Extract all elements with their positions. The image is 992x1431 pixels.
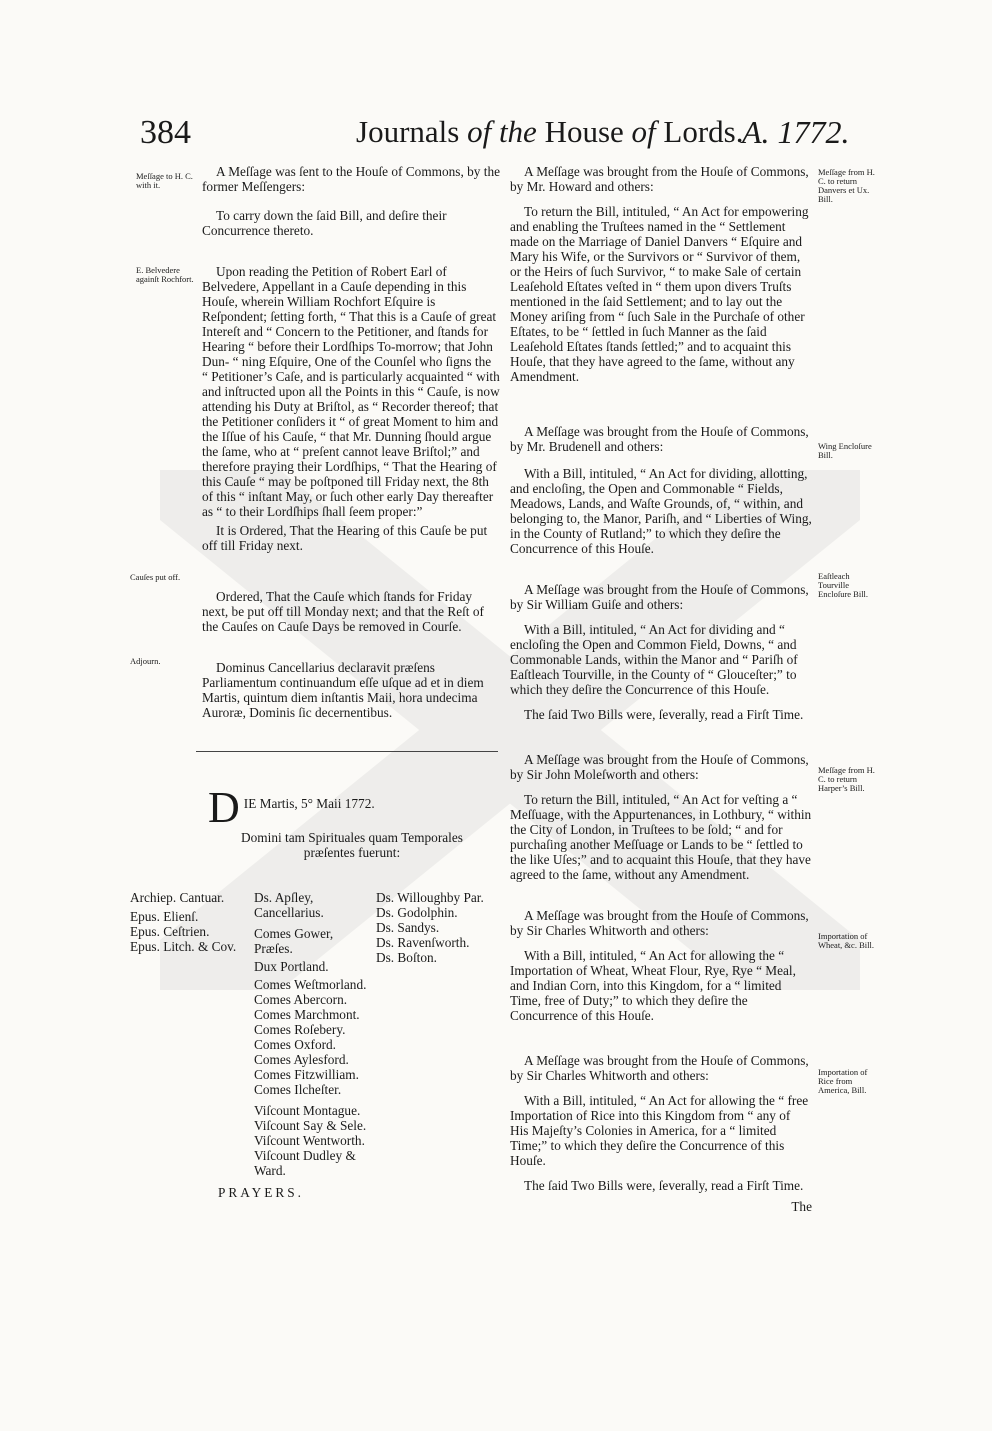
lord-entry: Viſcount Say & Sele.	[254, 1118, 367, 1133]
paragraph: A Meſſage was brought from the Houſe of Commons, by Sir Charles Whitworth and others:	[510, 1053, 809, 1083]
date-heading	[208, 783, 498, 832]
margin-note: E. Belvedere againſt Rochfort.	[136, 265, 194, 284]
lord-entry: Viſcount Dudley & Ward.	[254, 1148, 356, 1178]
lord-entry: Epus. Ceſtrien.	[130, 924, 210, 939]
margin-note: Meſſage from H. C. to return Danvers et Ux. Bill.	[818, 167, 875, 204]
lord-entry: Comes Roſebery.	[254, 1022, 346, 1037]
prayers-heading: PRAYERS.	[218, 1185, 304, 1200]
lord-entry: Ds. Apſley, Cancellarius.	[254, 890, 324, 920]
lords-column-3	[376, 890, 501, 965]
lord-entry: Comes Weſtmorland.	[254, 977, 367, 992]
drop-cap: D	[208, 783, 240, 832]
paragraph: With a Bill, intituled, “ An Act for dividing, allotting, and encloſing, the Open and Commonable “ Fields, Meadows, Lands, and Waſte Grounds, of, “ within, and belonging to, the Manor, Pariſh, and “ Liberties of Wing, in the County of Rutland;” to which they deſire the Concurrence of this Houſe.	[510, 466, 812, 556]
paragraph: A Meſſage was brought from the Houſe of Commons, by Sir John Moleſworth and others:	[510, 752, 809, 782]
date-line: IE Martis, 5° Maii 1772.	[243, 796, 375, 811]
paragraph: With a Bill, intituled, “ An Act for allowing the “ free Importation of Rice into this Kingdom from “ any of His Majeſty’s Colonies in America, for a “ limited Time;” to which they deſire the Concurrence of this Houſe.	[510, 1093, 809, 1168]
lord-entry: Comes Ilcheſter.	[254, 1082, 342, 1097]
paragraph: Upon reading the Petition of Robert Earl of Belvedere, Appellant in a Cauſe depending in this Houſe, wherein William Rochfort Eſquire is Reſpondent; ſetting forth, “ That this is a Cauſe of great Intereſt and “ Concern to the Petitioner, and ſtands for Hearing “ before their Lordſhips To-morrow; that John Dun- “ ning Eſquire, One of the Counſel who ſigns the “ Petitioner’s Caſe, and is particularly acquainted “ with and inſtructed upon all the Points in this “ Cauſe, is now attending his Duty at Briſtol, as “ Recorder thereof; that the Petitioner conſiders it “ of great Moment to him and the Iſſue of his Cauſe, “ that Mr. Dunning ſhould argue the ſame, who at “ preſent cannot leave Briſtol;” and therefore praying their Lordſhips, “ That the Hearing of this Cauſe “ may be poſtponed till Friday next, the 8th of this “ inſtant May, or ſuch other early Day thereafter as “ to their Lordſhips ſhall ſeem proper:”	[202, 264, 500, 519]
right-column	[510, 164, 812, 1214]
paragraph: To return the Bill, intituled, “ An Act for empowering and enabling the Truſtees named in the “ Settlement made on the Marriage of Daniel Danvers “ Eſquire and Mary his Wife, or the Survivors or “ Survivor of them, or the Heirs of ſuch Survivor, “ to make Sale of certain Leaſehold Eſtates veſted in “ them upon divers Truſts mentioned in the ſaid Settlement; and to lay out the Money ariſing from “ ſuch Sale in the Purchaſe of other Eſtates, to be “ ſettled in ſuch Manner as the ſaid Leaſehold Eſtates ſtands ſettled;” and to acquaint this Houſe, that they have agreed to the ſame, without any Amendment.	[510, 204, 809, 384]
paragraph: A Meſſage was brought from the Houſe of Commons, by Mr. Brudenell and others:	[510, 424, 809, 454]
lord-entry: Dux Portland.	[254, 959, 329, 974]
page-number: 384	[140, 114, 191, 151]
lord-entry: Comes Abercorn.	[254, 992, 348, 1007]
lord-entry: Ds. Willoughby Par.	[376, 890, 484, 905]
paragraph: To carry down the ſaid Bill, and deſire their Concurrence thereto.	[202, 208, 447, 238]
margin-note: Meſſage from H. C. to return Harper’s Bill.	[818, 765, 875, 793]
paragraph: Ordered, That the Cauſe which ſtands for Friday next, be put off till Monday next; and that the Reſt of the Cauſes on Cauſe Days be removed in Courſe.	[202, 589, 484, 634]
lord-entry: Viſcount Wentworth.	[254, 1133, 365, 1148]
lords-column-2	[254, 890, 374, 1178]
lord-entry: Comes Oxford.	[254, 1037, 336, 1052]
margin-note: Meſſage to H. C. with it.	[136, 171, 193, 190]
paragraph: The ſaid Two Bills were, ſeverally, read a Firſt Time.	[524, 707, 804, 722]
paragraph: It is Ordered, That the Hearing of this Cauſe be put off till Friday next.	[202, 523, 488, 553]
lord-entry: Ds. Sandys.	[376, 920, 440, 935]
lord-entry: Ds. Ravenſworth.	[376, 935, 470, 950]
lord-entry: Comes Aylesford.	[254, 1052, 349, 1067]
lord-entry: Comes Marchmont.	[254, 1007, 360, 1022]
paragraph: To return the Bill, intituled, “ An Act for veſting a “ Meſſuage, with the Appurtenances, in Lothbury, “ within the City of London, in Truſtees to be ſold; “ and for purchaſing another Meſſuage or Lands to be “ ſettled to the like Uſes;” and to acquaint this Houſe, that they have agreed to the ſame, without any Amendment.	[510, 792, 812, 882]
lord-entry: Ds. Boſton.	[376, 950, 437, 965]
lord-entry: Viſcount Montague.	[254, 1103, 361, 1118]
margin-note: Eaſtleach Tourville Encloſure Bill.	[818, 571, 869, 599]
section-rule	[196, 751, 498, 752]
paragraph: With a Bill, intituled, “ An Act for allowing the “ Importation of Wheat, Wheat Flour, Rye, Rye “ Meal, and Indian Corn, into this Kingdom, for a “ limited Time, free of Duty;” to which they deſire the Concurrence of this Houſe.	[510, 948, 796, 1023]
present-line: Domini tam Spirituales quam Temporales præſentes fuerunt:	[241, 830, 463, 860]
paragraph: A Meſſage was brought from the Houſe of Commons, by Sir William Guiſe and others:	[510, 582, 809, 612]
paragraph: A Meſſage was brought from the Houſe of Commons, by Sir Charles Whitworth and others:	[510, 908, 809, 938]
lord-entry: Comes Fitzwilliam.	[254, 1067, 359, 1082]
paragraph: A Meſſage was brought from the Houſe of Commons, by Mr. Howard and others:	[510, 164, 809, 194]
left-column	[202, 164, 500, 720]
lord-entry: Ds. Godolphin.	[376, 905, 458, 920]
lord-entry: Epus. Elienſ.	[130, 909, 199, 924]
margin-note: Wing Encloſure Bill.	[818, 441, 872, 460]
running-title: Journals of the House of Lords.	[356, 114, 744, 149]
catchword: The	[791, 1199, 812, 1214]
margin-note: Adjourn.	[130, 656, 161, 666]
margin-note: Cauſes put off.	[130, 572, 181, 582]
lord-entry: Archiep. Cantuar.	[130, 890, 225, 905]
margin-note: Importation of Wheat, &c. Bill.	[818, 931, 874, 950]
paragraph: With a Bill, intituled, “ An Act for dividing and “ encloſing the Open and Common Field, Downs, “ and Commonable Lands, within the Manor and “ Pariſh of Eaſtleach Tourville, in the County of “ Glouceſter;” to which they deſire the Concurrence of this Houſe.	[510, 622, 798, 697]
margin-note: Importation of Rice from America, Bill.	[818, 1067, 868, 1095]
paragraph: The ſaid Two Bills were, ſeverally, read a Firſt Time.	[524, 1178, 804, 1193]
lord-entry: Comes Gower, Præſes.	[254, 926, 334, 956]
lords-column-1	[130, 890, 255, 954]
running-year: A. 1772.	[742, 114, 850, 150]
paragraph: Dominus Cancellarius declaravit præſens Parliamentum continuandum eſſe uſque ad et in diem Martis, quintum diem inſtantis Maii, hora undecima Auroræ, Dominis ſic decernentibus.	[202, 660, 484, 720]
lord-entry: Epus. Litch. & Cov.	[130, 939, 237, 954]
paragraph: A Meſſage was ſent to the Houſe of Commons, by the former Meſſengers:	[202, 164, 500, 194]
